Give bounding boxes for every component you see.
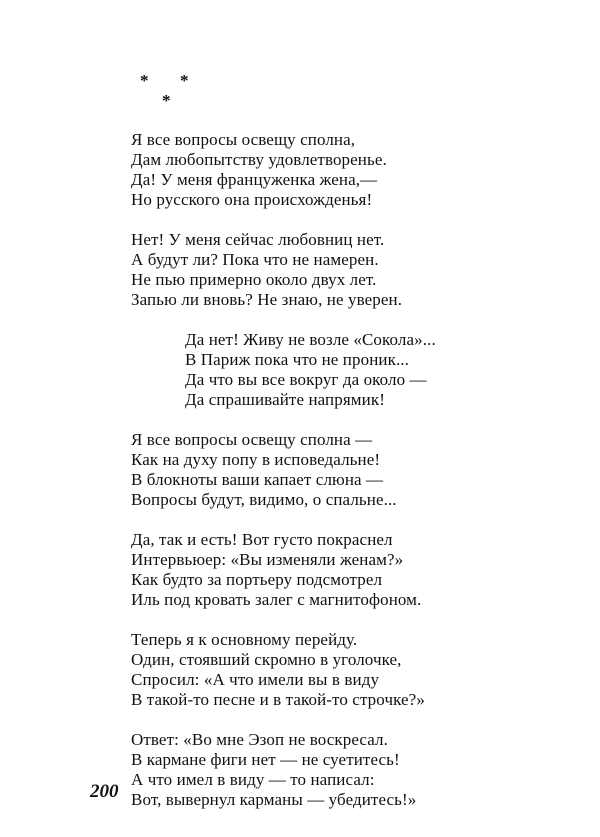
poem-line: Интервьюер: «Вы изменяли женам?» (131, 550, 404, 569)
stanza (131, 530, 571, 610)
poem-line: Один, стоявший скромно в уголочке, (131, 650, 402, 669)
poem-line: Да нет! Живу не возле «Сокола»... (185, 330, 436, 349)
poem-line: Не пью примерно около двух лет. (131, 270, 377, 289)
poem-line: Да спрашивайте напрямик! (185, 390, 385, 409)
asterism-ornament (140, 72, 200, 112)
asterisk-mark: * (180, 71, 189, 90)
poem-line: Иль под кровать залег с магнитофоном. (131, 590, 422, 609)
stanza (131, 130, 571, 210)
stanza-indented (131, 330, 571, 410)
stanza (131, 730, 571, 810)
poem-line: Ответ: «Во мне Эзоп не воскресал. (131, 730, 388, 749)
poem-line: В такой-то песне и в такой-то строчке?» (131, 690, 425, 709)
poem-line: В блокноты ваши капает слюна — (131, 470, 384, 489)
poem-line: В кармане фиги нет — не суетитесь! (131, 750, 400, 769)
poem-line: Теперь я к основному перейду. (131, 630, 358, 649)
stanza (131, 430, 571, 510)
poem-line: Запью ли вновь? Не знаю, не уверен. (131, 290, 403, 309)
stanza (131, 230, 571, 310)
poem-line: Да что вы все вокруг да около — (185, 370, 427, 389)
page-number: 200 (90, 781, 119, 802)
poem-line: Я все вопросы освещу сполна — (131, 430, 373, 449)
poem-line: Вот, вывернул карманы — убедитесь!» (131, 790, 417, 809)
poem-line: В Париж пока что не проник... (185, 350, 409, 369)
poem-line: Я все вопросы освещу сполна, (131, 130, 356, 149)
poem-line: Дам любопытству удовлетворенье. (131, 150, 387, 169)
stanza (131, 630, 571, 710)
asterisk-mark: * (140, 71, 149, 90)
poem-line: А что имел в виду — то написал: (131, 770, 375, 789)
poem-line: Спросил: «А что имели вы в виду (131, 670, 380, 689)
poem-line: Как будто за портьеру подсмотрел (131, 570, 383, 589)
asterisk-mark: * (162, 91, 171, 110)
poem-line: Нет! У меня сейчас любовниц нет. (131, 230, 385, 249)
poem-line: Да! У меня француженка жена,— (131, 170, 378, 189)
poem-line: Вопросы будут, видимо, о спальне... (131, 490, 397, 509)
poem-line: Да, так и есть! Вот густо покраснел (131, 530, 393, 549)
poem-line: А будут ли? Пока что не намерен. (131, 250, 379, 269)
poem-body (131, 130, 571, 830)
poem-line: Как на духу попу в исповедальне! (131, 450, 381, 469)
poem-line: Но русского она происхожденья! (131, 190, 373, 209)
